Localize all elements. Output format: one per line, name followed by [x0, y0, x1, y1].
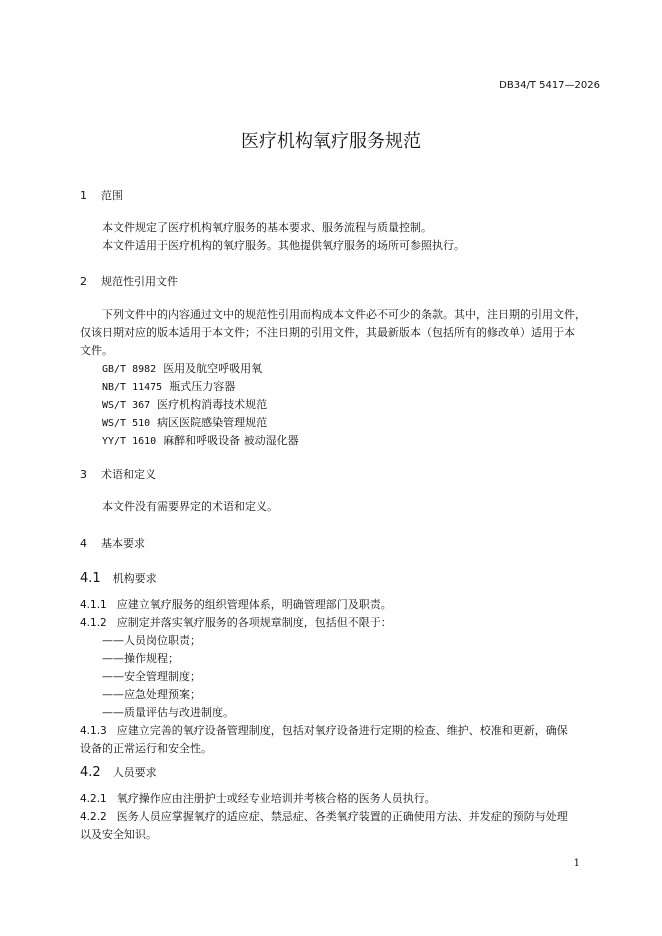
subsection-title: 机构要求: [112, 572, 157, 585]
clause-number: 4.2.2: [80, 811, 107, 823]
reference-name: 麻醉和呼吸设备 被动湿化器: [163, 434, 299, 447]
reference-code: GB/T 8982: [102, 364, 157, 375]
paragraph-line: 文件。: [80, 344, 113, 357]
reference-item: [102, 432, 299, 451]
reference-code: WS/T 367: [102, 400, 151, 411]
section-title: 基本要求: [101, 537, 145, 550]
reference-name: 瓶式压力容器: [169, 380, 236, 393]
section-number: 4: [80, 537, 87, 550]
section-number: 1: [80, 189, 87, 202]
subsection-number: 4.1: [80, 571, 101, 586]
reference-item: [102, 378, 235, 397]
section-title: 规范性引用文件: [101, 275, 178, 288]
paragraph: 本文件适用于医疗机构的氧疗服务。其他提供氧疗服务的场所可参照执行。: [102, 239, 465, 252]
section-2-heading: [80, 273, 178, 289]
reference-code: NB/T 11475: [102, 382, 163, 393]
paragraph: 本文件规定了医疗机构氧疗服务的基本要求、服务流程与质量控制。: [102, 221, 432, 234]
subsection-number: 4.2: [80, 765, 101, 780]
section-title: 术语和定义: [101, 468, 156, 481]
reference-item: [102, 414, 267, 433]
clause-continuation: 以及安全知识。: [80, 828, 157, 841]
list-item: ——应急处理预案；: [102, 688, 201, 701]
subsection-4-1-heading: [80, 570, 157, 586]
clause-4-1-3: [80, 722, 568, 740]
document-title: 医疗机构氧疗服务规范: [241, 131, 421, 152]
section-title: 范围: [101, 189, 123, 202]
clause-text: 应建立完善的氧疗设备管理制度，包括对氧疗设备进行定期的检查、维护、校准和更新，确保: [116, 724, 568, 737]
clause-text: 应建立氧疗服务的组织管理体系，明确管理部门及职责。: [116, 598, 392, 611]
reference-item: [102, 360, 262, 379]
reference-item: [102, 396, 267, 415]
page-number: 1: [573, 858, 580, 869]
section-3-heading: [80, 466, 156, 482]
section-number: 2: [80, 275, 87, 288]
list-item: ——操作规程；: [102, 652, 179, 665]
clause-number: 4.1.1: [80, 599, 107, 611]
paragraph-line: 下列文件中的内容通过文中的规范性引用而构成本文件必不可少的条款。其中，注日期的引用文件，: [102, 308, 586, 321]
reference-code: WS/T 510: [102, 418, 151, 429]
clause-4-1-1: [80, 596, 392, 614]
clause-4-2-2: [80, 808, 568, 826]
paragraph: 本文件没有需要界定的术语和定义。: [102, 500, 278, 513]
list-item: ——人员岗位职责；: [102, 634, 201, 647]
clause-number: 4.1.2: [80, 617, 107, 629]
document-code: DB34/T 5417—2026: [499, 80, 600, 91]
reference-name: 病区医院感染管理规范: [157, 416, 268, 429]
clause-text: 应制定并落实氧疗服务的各项规章制度，包括但不限于：: [116, 616, 392, 629]
clause-text: 医务人员应掌握氧疗的适应症、禁忌症、各类氧疗装置的正确使用方法、并发症的预防与处理: [116, 810, 568, 823]
clause-4-1-2: [80, 614, 392, 632]
clause-number: 4.2.1: [80, 793, 107, 805]
section-4-heading: [80, 535, 145, 551]
reference-code: YY/T 1610: [102, 436, 157, 447]
list-item: ——安全管理制度；: [102, 670, 201, 683]
section-1-heading: [80, 187, 123, 203]
clause-continuation: 设备的正常运行和安全性。: [80, 742, 212, 755]
reference-name: 医用及航空呼吸用氧: [163, 362, 263, 375]
list-item: ——质量评估与改进制度。: [102, 706, 234, 719]
section-number: 3: [80, 468, 87, 481]
clause-text: 氧疗操作应由注册护士或经专业培训并考核合格的医务人员执行。: [116, 792, 436, 805]
reference-name: 医疗机构消毒技术规范: [157, 398, 268, 411]
paragraph-line: 仅该日期对应的版本适用于本文件；不注日期的引用文件，其最新版本（包括所有的修改单）适用于本: [80, 326, 575, 339]
clause-4-2-1: [80, 790, 436, 808]
subsection-title: 人员要求: [112, 766, 157, 779]
clause-number: 4.1.3: [80, 725, 107, 737]
subsection-4-2-heading: [80, 764, 157, 780]
